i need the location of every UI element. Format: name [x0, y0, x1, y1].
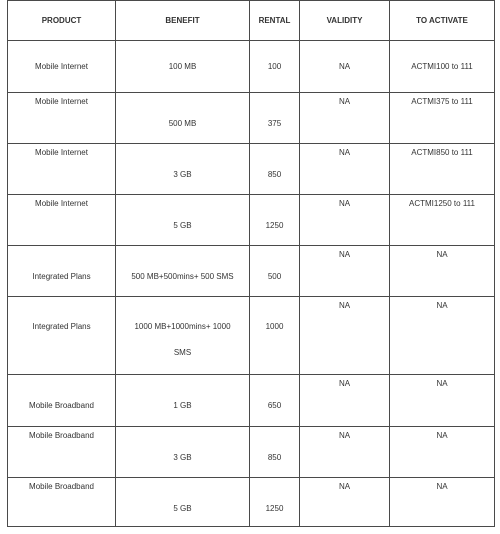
cell-activate: ACTMI1250 to 111: [390, 195, 495, 246]
cell-activate: NA: [390, 478, 495, 527]
cell-benefit: 5 GB: [116, 478, 250, 527]
cell-benefit: 5 GB: [116, 195, 250, 246]
cell-product: Mobile Internet: [8, 93, 116, 144]
table-row: [8, 478, 495, 527]
cell-benefit: 500 MB: [116, 93, 250, 144]
cell-rental: 1000: [250, 297, 300, 375]
cell-rental: 500: [250, 246, 300, 297]
cell-validity: NA: [300, 375, 390, 427]
table-row: [8, 144, 495, 195]
cell-rental: 850: [250, 427, 300, 478]
cell-rental: 100: [250, 41, 300, 93]
cell-validity: NA: [300, 478, 390, 527]
cell-product: Integrated Plans: [8, 246, 116, 297]
table-header-row: [8, 1, 495, 41]
cell-validity: NA: [300, 297, 390, 375]
cell-rental: 1250: [250, 195, 300, 246]
cell-product: Mobile Internet: [8, 195, 116, 246]
cell-activate: NA: [390, 427, 495, 478]
cell-validity: NA: [300, 195, 390, 246]
cell-activate: ACTMI100 to 111: [390, 41, 495, 93]
cell-activate: NA: [390, 246, 495, 297]
table-row: [8, 375, 495, 427]
table-row: [8, 41, 495, 93]
cell-rental: 850: [250, 144, 300, 195]
cell-activate: ACTMI375 to 111: [390, 93, 495, 144]
cell-product: Mobile Internet: [8, 41, 116, 93]
header-to-activate: TO ACTIVATE: [390, 1, 495, 41]
cell-rental: 650: [250, 375, 300, 427]
table-row: [8, 246, 495, 297]
cell-benefit: 500 MB+500mins+ 500 SMS: [116, 246, 250, 297]
cell-validity: NA: [300, 427, 390, 478]
cell-activate: NA: [390, 297, 495, 375]
cell-product: Mobile Broadband: [8, 478, 116, 527]
cell-benefit: 1 GB: [116, 375, 250, 427]
cell-validity: NA: [300, 93, 390, 144]
cell-product: Mobile Internet: [8, 144, 116, 195]
header-rental: RENTAL: [250, 1, 300, 41]
cell-validity: NA: [300, 246, 390, 297]
table-row: [8, 195, 495, 246]
table-row: [8, 297, 495, 375]
table-row: [8, 93, 495, 144]
cell-validity: NA: [300, 144, 390, 195]
table-row: [8, 427, 495, 478]
cell-product: Mobile Broadband: [8, 427, 116, 478]
cell-benefit: 3 GB: [116, 144, 250, 195]
header-product: PRODUCT: [8, 1, 116, 41]
plans-table: [7, 0, 495, 527]
cell-rental: 375: [250, 93, 300, 144]
cell-validity: NA: [300, 41, 390, 93]
header-benefit: BENEFIT: [116, 1, 250, 41]
cell-benefit: 3 GB: [116, 427, 250, 478]
cell-benefit: 100 MB: [116, 41, 250, 93]
cell-benefit: 1000 MB+1000mins+ 1000 SMS: [116, 297, 250, 375]
cell-activate: NA: [390, 375, 495, 427]
cell-product: Mobile Broadband: [8, 375, 116, 427]
cell-activate: ACTMI850 to 111: [390, 144, 495, 195]
header-validity: VALIDITY: [300, 1, 390, 41]
cell-rental: 1250: [250, 478, 300, 527]
cell-product: Integrated Plans: [8, 297, 116, 375]
